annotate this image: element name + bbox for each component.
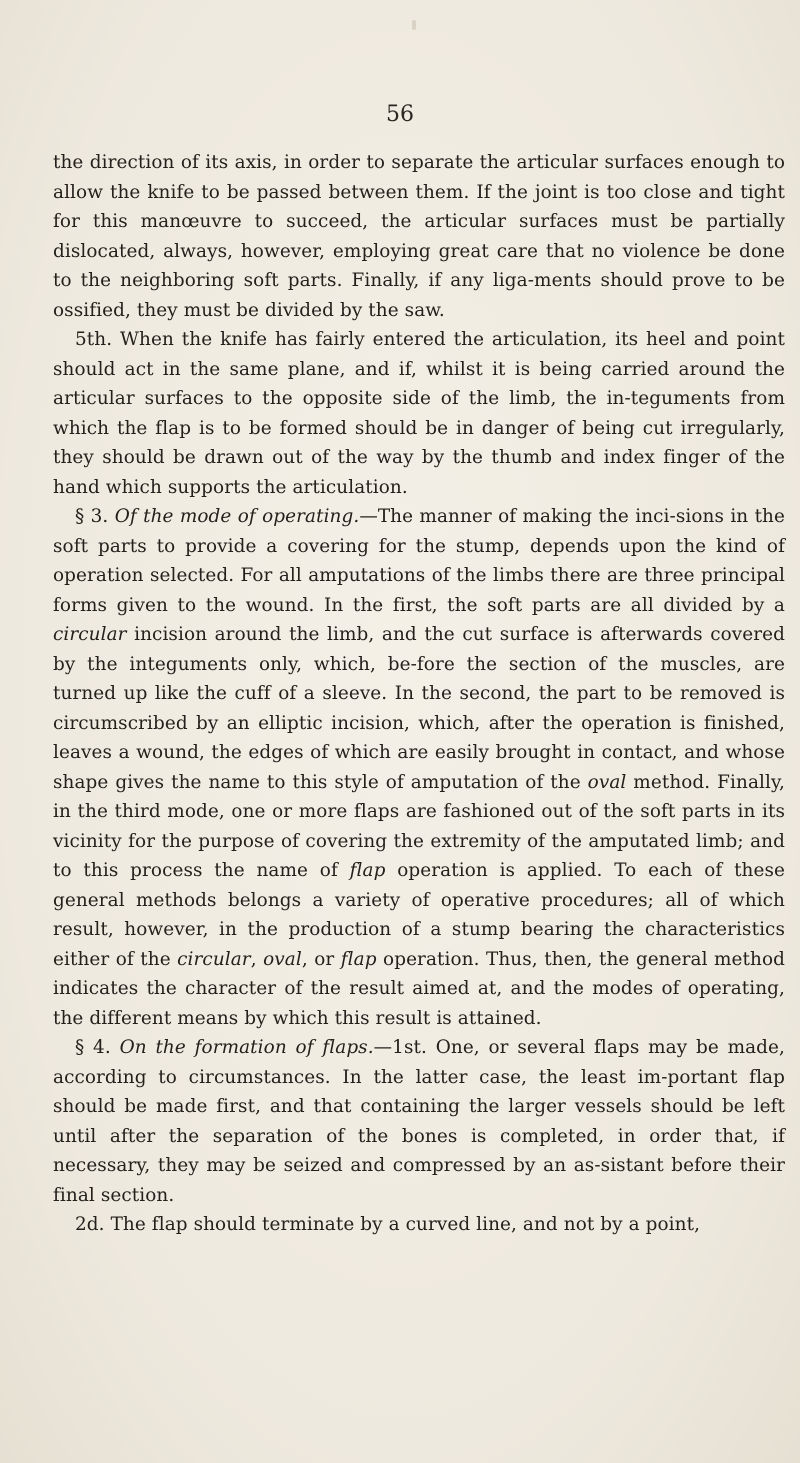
- section-number: § 3.: [75, 506, 109, 527]
- text-segment: —1st. One, or several flaps may be made, according to circumstances. In the latter case, the least im-portant flap should be made first, and that containing the larger vessels should be left until after the separation of the bones is completed, in order that, if necessary, they may be seized and compressed by an as-sistant before their final section.: [53, 1037, 785, 1206]
- paper-mark: [412, 20, 416, 30]
- paragraph-section-4: [53, 1033, 785, 1210]
- text-segment: operation is applied. To each of these general methods belongs a variety of operative procedures; all of which result, however, in the production of a stump bearing the characteristics either of the: [53, 860, 786, 970]
- text-segment: ,: [250, 948, 264, 970]
- section-number: § 4.: [75, 1037, 111, 1058]
- paragraph-2d: 2d. The flap should terminate by a curved line, and not by a point,: [75, 1214, 701, 1235]
- text-segment: incision around the limb, and the cut surface is afterwards covered by the integuments only, which, be-fore the section of the muscles, are turned up like the cuff of a sleeve. In the second, the part to be removed is circumscribed by an elliptic incision, which, after the operation is finished, leaves a wound, the edges of which are easily brought in contact, and whose shape gives the name to this style of amputation of the: [53, 624, 785, 793]
- emphasis-flap: flap: [340, 948, 377, 970]
- emphasis-oval: oval: [263, 948, 302, 970]
- emphasis-flap: flap: [349, 860, 386, 881]
- paragraph-section-3: [53, 502, 785, 1033]
- text-segment: , or: [301, 948, 341, 970]
- emphasis-oval: oval: [587, 771, 627, 793]
- body-text: [53, 148, 785, 1240]
- emphasis-circular: circular: [53, 624, 127, 645]
- emphasis-circular: circular: [177, 948, 251, 970]
- text-segment: —The manner of making the inci-sions in the soft parts to provide a covering for the stump, depends upon the kind of operation selected. For all amputations of the limbs there are three principal forms given to the wound. In the first, the soft parts are all divided by a: [53, 506, 785, 616]
- section-heading: On the formation of flaps.: [119, 1037, 374, 1058]
- paragraph-continuation: the direction of its axis, in order to separate the articular surfaces enough to allow the knife to be passed between them. If the joint is too close and tight for this manœuvre to succeed, the articular surfaces must be partially dislocated, always, however, employing great care that no violence be done to the neighboring soft parts. Finally, if any liga-ments should prove to be ossified, they must be divided by the saw.: [53, 152, 785, 321]
- text-segment: method. Finally, in the third mode, one or more flaps are fashioned out of the soft parts in its vicinity for the purpose of covering the extremity of the amputated limb; and to this process the name of: [53, 771, 785, 881]
- paragraph-5th: 5th. When the knife has fairly entered the articulation, its heel and point should act in the same plane, and if, whilst it is being carried around the articular surfaces to the opposite side of the limb, the in-teguments from which the flap is to be formed should be in danger of being cut irregularly, they should be drawn out of the way by the thumb and index finger of the hand which supports the articulation.: [53, 329, 785, 498]
- text-segment: operation. Thus, then, the general method indicates the character of the result aimed at, and the modes of operating, the different means by which this result is attained.: [53, 948, 785, 1029]
- section-heading: Of the mode of operating.: [114, 506, 360, 527]
- page-number: 56: [386, 102, 414, 127]
